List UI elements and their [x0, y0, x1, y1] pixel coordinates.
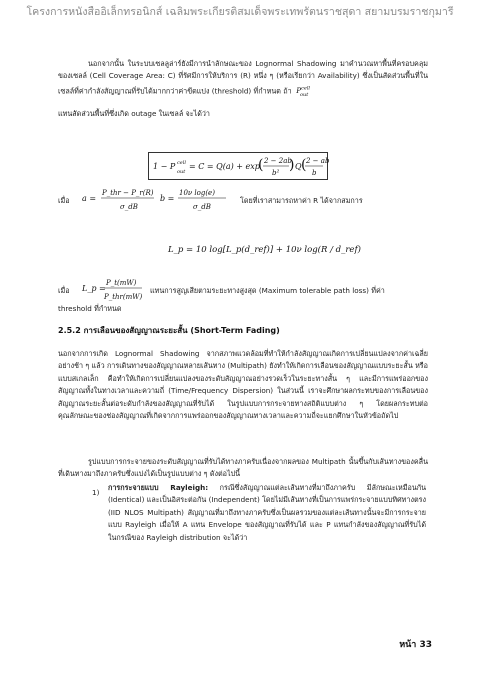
- coverage-equation-box: [148, 152, 328, 180]
- eq2-note: โดยที่เราสามารถหาค่า R ได้จากสมการ: [240, 196, 363, 205]
- b-numerator: 10ν log(e): [179, 189, 215, 197]
- lp-numerator: P_t(mW): [106, 279, 137, 287]
- eq4-tail: threshold ที่กำหนด: [58, 304, 122, 313]
- coverage-equation: [149, 153, 330, 179]
- where-label-2: เมื่อ: [58, 286, 70, 295]
- eq1-den2: b: [312, 169, 317, 177]
- b-denominator: σ_dB: [193, 203, 211, 211]
- eq1-paren2-open: (: [301, 157, 307, 173]
- paragraph-intro-tail: แทนสัดส่วนพื้นที่ซึ่งเกิด outage ในเซลล์ จะได้ว่า: [58, 109, 210, 118]
- a-numerator: P_thr − P_r(R): [102, 189, 154, 197]
- path-loss-equation-text: L_p = 10 log[L_p(d_ref)] + 10ν log(R / d_ref): [168, 245, 361, 255]
- list-item-body: กรณีซึ่งสัญญาณแต่ละเส้นทางที่มาถึงภาครับ มีลักษณะเหมือนกัน (Identical) และเป็นอิสระต่อกัน (Independent) โดยไม่มีเส้นทางที่เป็นการแพร่กระจายแบบทิศทางตรง (IID NLOS Multipath) สัญญาณที่มาถึงทางภาครับซึ่งเป็นผลรวมของแต่ละเส้นทางนั้นจะมีการกระจายแบบ Rayleigh เมื่อให้ A แทน Envelope ของสัญญาณที่รับได้ และ P แทนกำลังของสัญญาณที่รับได้ ในกรณีของ Rayleigh distribution จะได้ว่า: [108, 483, 426, 542]
- paragraph-intro-text: นอกจากนั้น ในระบบเซลลูล่าร์ยังมีการนำลักษณะของ Lognormal Shadowing มาคำนวณหาพื้นที่ครอบคลุมของเซลล์ (Cell Coverage Area: C) ที่รัศมีการให้บริการ (R) หนึ่ง ๆ (หรือเรียกว่า Availability) ซึ่งเป็นสัดส่วนพื้นที่ในเซลล์ที่ค่ากำลังสัญญาณที่รับได้มากกว่าค่าขีดแบ่ง (threshold) ที่กำหนด ถ้า: [58, 59, 428, 96]
- eq1-sub: out: [177, 169, 186, 175]
- p-out-sub: out: [300, 91, 309, 98]
- lp-definition: [80, 274, 146, 308]
- p-out-sup: cell: [301, 85, 311, 92]
- lp-lhs: L_p =: [82, 284, 106, 293]
- where-label-1: เมื่อ: [58, 196, 70, 205]
- page-number: หน้า 33: [399, 640, 432, 650]
- a-denominator: σ_dB: [120, 203, 138, 211]
- b-lhs: b =: [160, 194, 175, 203]
- a-lhs: a =: [82, 194, 97, 203]
- p-out-cell-symbol: $P^{cell}_{out}$: [293, 85, 311, 98]
- eq1-num2: 2 − ab: [306, 157, 330, 165]
- eq1-den1: b²: [272, 169, 280, 177]
- list-item-number: 1): [92, 488, 100, 497]
- page-header: โครงการหนังสืออิเล็กทรอนิกส์ เฉลิมพระเกียรติสมเด็จพระเทพรัตนราชสุดา สยามบรมราชกุมารี: [26, 6, 454, 18]
- paragraph-distribution: รูปแบบการกระจายของระดับสัญญาณที่รับได้ทางภาครับเนื่องจากผลของ Multipath นั้นขึ้นกับเส้นทางของคลื่นที่เดินทางมาถึงภาครับซึ่งแบ่งได้เป็นรูปแบบต่าง ๆ ดังต่อไปนี้: [58, 457, 428, 479]
- list-item-rayleigh: [108, 482, 426, 544]
- eq1-sup: cell: [177, 160, 186, 166]
- paragraph-intro: [58, 58, 428, 101]
- section-heading: 2.5.2 การเลือนของสัญญาณระยะสั้น (Short-Term Fading): [58, 326, 280, 335]
- eq4-note: แทนการสูญเสียตามระยะทางสูงสุด (Maximum tolerable path loss) ที่ค่า: [150, 286, 385, 295]
- a-b-definitions: [80, 184, 230, 218]
- eq1-num1: 2 − 2ab: [264, 157, 292, 165]
- eq1-mid: = C = Q(a) + exp: [189, 162, 260, 171]
- eq1-paren-open: (: [258, 157, 264, 173]
- eq1-q: Q: [295, 162, 302, 171]
- paragraph-fading: นอกจากการเกิด Lognormal Shadowing จากสภาพแวดล้อมที่ทำให้กำลังสัญญาณเกิดการเปลี่ยนแปลงจากค่าเฉลี่ยอย่างช้า ๆ แล้ว การเดินทางของสัญญาณหลายเส้นทาง (Multipath) ยังทำให้เกิดการเลือนของสัญญาณแบบระยะสั้น หรือ แบบสเกลเล็ก คือทำให้เกิดการเปลี่ยนแปลงของระดับสัญญาณอย่างรวดเร็วในระยะทางสั้น ๆ และมีการแพร่ออกของสัญญาณทั้งในทางเวลาและความถี่ (Time/Frequency Dispersion) ในส่วนนี้ เราจะศึกษาผลกระทบของการเลือนของสัญญาณระยะสั้นต่อระดับกำลังของสัญญาณที่รับได้ ในรูปแบบการกระจายทางสถิติแบบต่าง ๆ โดยผลกระทบต่อคุณลักษณะของช่องสัญญาณที่เกิดจากการแพร่ออกของสัญญาณทางเวลาและความถี่จะแยกศึกษาในหัวข้อถัดไป: [58, 349, 428, 421]
- eq1-paren-close: ): [289, 157, 295, 173]
- path-loss-equation: [166, 232, 361, 266]
- list-item-title: การกระจายแบบ Rayleigh:: [108, 483, 209, 492]
- lp-denominator: P_thr(mW): [104, 293, 143, 301]
- eq1-lhs: 1 − P: [153, 162, 176, 171]
